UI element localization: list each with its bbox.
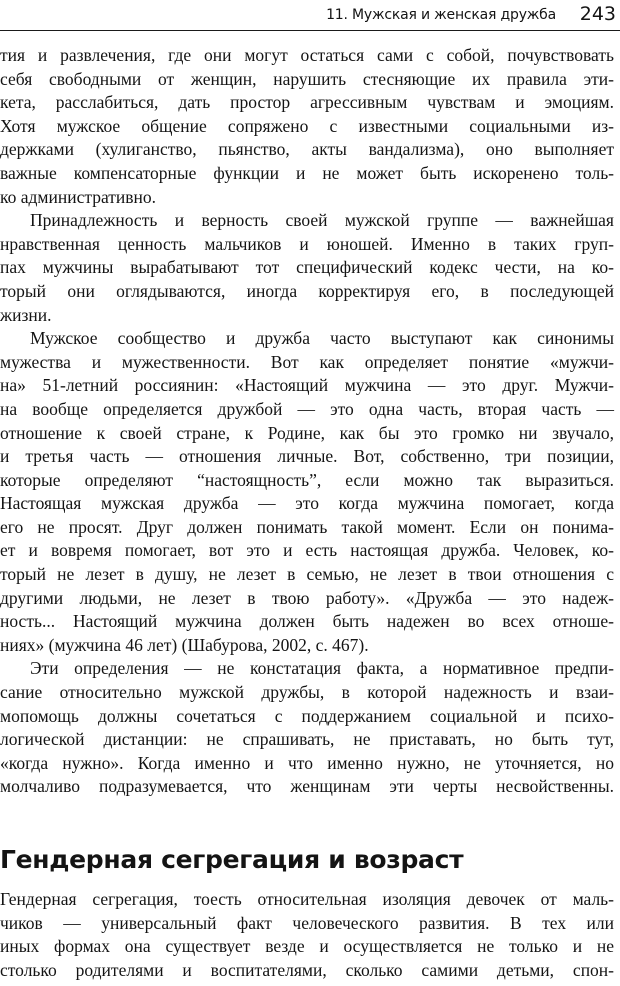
text-line: иных формах она существует везде и осуществляется не только и не <box>0 936 614 957</box>
text-line: и третья часть — отношения личные. Вот, собственно, три позиции, <box>0 446 614 467</box>
text-line: нравственная ценность мальчиков и юношей. Именно в таких груп- <box>0 233 614 254</box>
paragraph <box>0 327 614 657</box>
text-line: на вообще определяется дружбой — это одна часть, вторая часть — <box>0 398 614 419</box>
text-line: отношение к своей стране, к Родине, как бы это громко ни звучало, <box>0 422 614 443</box>
text-line: кета, расслабиться, дать простор агрессивным чувствам и эмоциям. <box>0 92 614 113</box>
text-line: важные компенсаторные функции и не может быть искоренено толь- <box>0 162 614 183</box>
text-line: жизни. <box>0 304 52 325</box>
text-line: Настоящая мужская дружба — это когда мужчина помогает, когда <box>0 493 614 514</box>
text-line: Эти определения — не констатация факта, а нормативное предпи- <box>30 658 614 679</box>
text-line: чиков — универсальный факт человеческого развития. В тех или <box>0 912 614 933</box>
text-line: мопомощь должны сочетаться с поддержанием социальной и психо- <box>0 705 614 726</box>
text-line: ность... Настоящий мужчина должен быть надежен во всех отноше- <box>0 611 614 632</box>
paragraph <box>0 657 614 799</box>
text-line: пах мужчины вырабатывают тот специфический кодекс чести, на ко- <box>0 257 614 278</box>
text-line: столько родителями и воспитателями, сколько самими детьми, спон- <box>0 959 614 980</box>
text-line: держками (хулиганство, пьянство, акты вандализма), оно выполняет <box>0 139 614 160</box>
section-text <box>0 888 614 982</box>
paragraph <box>0 44 614 209</box>
text-line: мужества и мужественности. Вот как определяет понятие «мужчи- <box>0 351 614 372</box>
text-line: Гендерная сегрегация, тоесть относительная изоляция девочек от маль- <box>0 889 614 909</box>
text-line: себя свободными от женщин, нарушить стесняющие их правила эти- <box>0 68 614 89</box>
main-text <box>0 44 614 799</box>
text-line: Мужское сообщество и дружба часто выступают как синонимы <box>30 328 614 349</box>
text-line: ет и вовремя помогает, вот это и есть настоящая дружба. Человек, ко- <box>0 540 614 561</box>
text-line: торый не лезет в душу, не лезет в семью, не лезет в твои отношения с <box>0 564 614 585</box>
text-line: тия и развлечения, где они могут остаться сами с собой, почувствовать <box>0 45 614 65</box>
text-line: ниях» (мужчина 46 лет) (Шабурова, 2002, с. 467). <box>0 634 369 655</box>
text-line: ко административно. <box>0 186 157 207</box>
text-line: которые определяют “настоящность”, если можно так выразиться. <box>0 469 614 490</box>
page-number: 243 <box>579 3 616 25</box>
text-line: логической дистанции: не спрашивать, не приставать, но быть тут, <box>0 729 614 750</box>
text-line: Принадлежность и верность своей мужской группе — важнейшая <box>30 210 614 231</box>
text-line: Хотя мужское общение сопряжено с известными социальными из- <box>0 115 614 136</box>
text-line: молчаливо подразумевается, что женщинам эти черты несвойственны. <box>0 776 614 797</box>
text-line: сание относительно мужской дружбы, в которой надежность и взаи- <box>0 682 614 703</box>
text-line: «когда нужно». Когда именно и что именно нужно, не уточняется, но <box>0 752 614 773</box>
text-line: на» 51-летний россиянин: «Настоящий мужчина — это друг. Мужчи- <box>0 375 614 396</box>
text-line: торый они оглядываются, иногда корректируя его, в последующей <box>0 280 614 301</box>
section-heading: Гендерная сегрегация и возраст <box>0 845 464 874</box>
running-title: 11. Мужская и женская дружба <box>326 7 556 23</box>
text-line: его не просят. Друг должен понимать такой момент. Если он понима- <box>0 516 614 537</box>
paragraph <box>0 888 614 982</box>
header-rule <box>0 30 620 31</box>
paragraph <box>0 209 614 327</box>
text-line: другими людьми, не лезет в твою работу». «Дружба — это надеж- <box>0 587 614 608</box>
running-header <box>0 0 620 32</box>
